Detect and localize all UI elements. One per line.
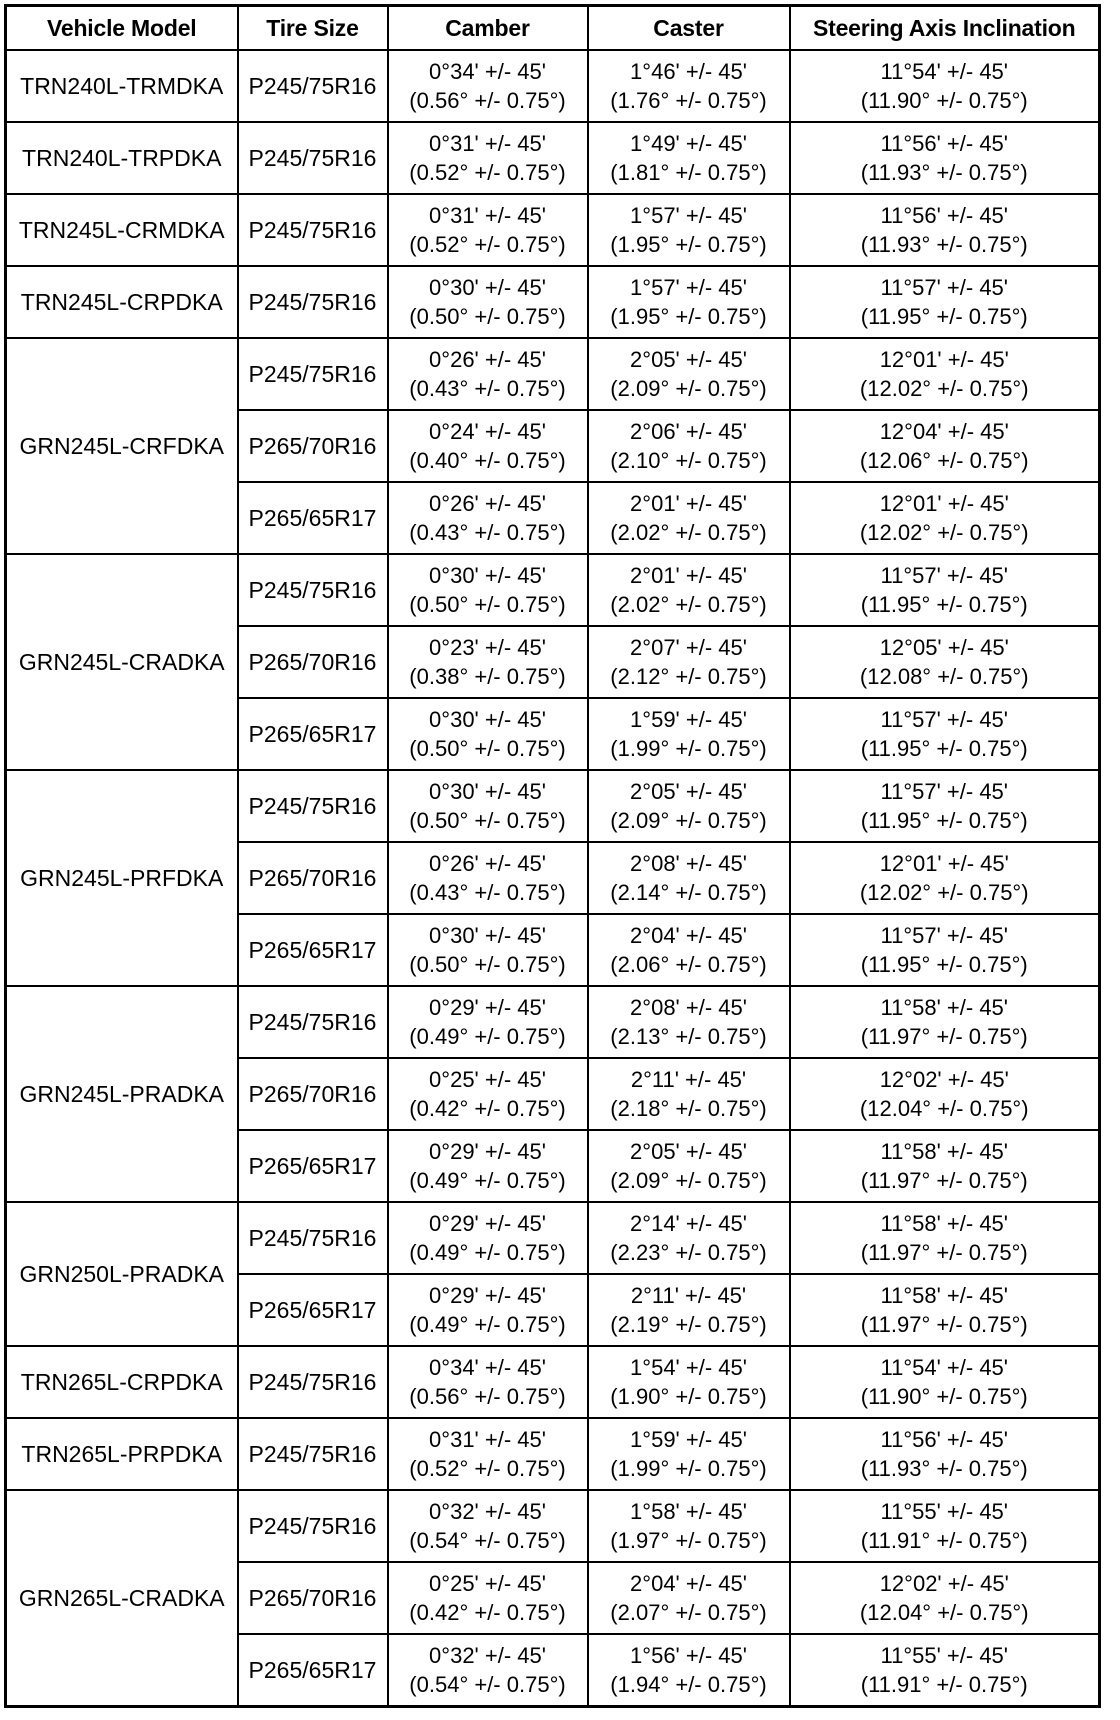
tire-size-cell: P265/65R17 (238, 914, 388, 986)
sai-minutes-value: 11°58' +/- 45' (880, 1283, 1008, 1308)
vehicle-model-cell: GRN265L-CRADKA (6, 1490, 238, 1707)
steering-axis-inclination-cell (790, 554, 1100, 626)
caster-degrees-value: (1.94° +/- 0.75°) (610, 1672, 767, 1697)
sai-degrees-value: (11.95° +/- 0.75°) (860, 808, 1028, 833)
sai-minutes-value: 12°04' +/- 45' (879, 419, 1009, 444)
camber-cell (388, 1634, 588, 1707)
camber-cell (388, 842, 588, 914)
tire-size-cell: P265/65R17 (238, 1634, 388, 1707)
sai-degrees-value: (11.97° +/- 0.75°) (860, 1240, 1028, 1265)
header-tire-size: Tire Size (238, 6, 388, 51)
caster-minutes-value: 2°08' +/- 45' (630, 851, 747, 876)
sai-minutes-value: 11°57' +/- 45' (880, 779, 1008, 804)
caster-degrees-value: (1.99° +/- 0.75°) (610, 1456, 767, 1481)
vehicle-model-cell: TRN240L-TRMDKA (6, 50, 238, 122)
tire-size-cell: P245/75R16 (238, 554, 388, 626)
camber-degrees-value: (0.52° +/- 0.75°) (409, 232, 566, 257)
camber-cell (388, 554, 588, 626)
caster-cell (588, 1562, 790, 1634)
camber-degrees-value: (0.52° +/- 0.75°) (409, 160, 566, 185)
table-row (6, 770, 1100, 842)
camber-cell (388, 410, 588, 482)
caster-degrees-value: (2.13° +/- 0.75°) (610, 1024, 767, 1049)
sai-degrees-value: (11.95° +/- 0.75°) (860, 592, 1028, 617)
camber-cell (388, 626, 588, 698)
sai-minutes-value: 12°01' +/- 45' (879, 347, 1009, 372)
vehicle-model-cell: TRN240L-TRPDKA (6, 122, 238, 194)
caster-cell (588, 338, 790, 410)
caster-degrees-value: (2.10° +/- 0.75°) (610, 448, 767, 473)
camber-minutes-value: 0°30' +/- 45' (429, 563, 546, 588)
sai-minutes-value: 11°58' +/- 45' (880, 1139, 1008, 1164)
camber-cell (388, 338, 588, 410)
vehicle-model-cell: GRN245L-CRADKA (6, 554, 238, 770)
caster-cell (588, 842, 790, 914)
steering-axis-inclination-cell (790, 194, 1100, 266)
caster-cell (588, 1202, 790, 1274)
tire-size-cell: P265/70R16 (238, 1058, 388, 1130)
sai-degrees-value: (11.93° +/- 0.75°) (860, 232, 1028, 257)
caster-degrees-value: (2.09° +/- 0.75°) (610, 1168, 767, 1193)
steering-axis-inclination-cell (790, 122, 1100, 194)
camber-cell (388, 986, 588, 1058)
caster-degrees-value: (1.95° +/- 0.75°) (610, 232, 767, 257)
caster-cell (588, 1490, 790, 1562)
caster-degrees-value: (1.97° +/- 0.75°) (610, 1528, 767, 1553)
caster-cell (588, 554, 790, 626)
steering-axis-inclination-cell (790, 986, 1100, 1058)
camber-cell (388, 770, 588, 842)
tire-size-cell: P245/75R16 (238, 770, 388, 842)
caster-cell (588, 122, 790, 194)
sai-degrees-value: (12.02° +/- 0.75°) (859, 376, 1029, 401)
sai-degrees-value: (12.04° +/- 0.75°) (859, 1600, 1029, 1625)
caster-minutes-value: 1°59' +/- 45' (630, 707, 747, 732)
sai-minutes-value: 11°58' +/- 45' (880, 1211, 1008, 1236)
caster-degrees-value: (2.06° +/- 0.75°) (610, 952, 767, 977)
table-row (6, 122, 1100, 194)
caster-minutes-value: 2°11' +/- 45' (630, 1283, 747, 1308)
camber-cell (388, 1058, 588, 1130)
tire-size-cell: P265/70R16 (238, 626, 388, 698)
camber-minutes-value: 0°30' +/- 45' (429, 923, 546, 948)
camber-minutes-value: 0°32' +/- 45' (429, 1643, 546, 1668)
alignment-spec-table (4, 4, 1101, 1708)
camber-degrees-value: (0.42° +/- 0.75°) (409, 1600, 566, 1625)
caster-minutes-value: 2°11' +/- 45' (630, 1067, 747, 1092)
table-row (6, 1202, 1100, 1274)
camber-cell (388, 698, 588, 770)
caster-degrees-value: (2.23° +/- 0.75°) (610, 1240, 767, 1265)
caster-cell (588, 50, 790, 122)
table-header (6, 6, 1100, 51)
camber-cell (388, 1130, 588, 1202)
sai-minutes-value: 11°54' +/- 45' (880, 59, 1008, 84)
tire-size-cell: P245/75R16 (238, 1418, 388, 1490)
steering-axis-inclination-cell (790, 410, 1100, 482)
camber-degrees-value: (0.52° +/- 0.75°) (409, 1456, 566, 1481)
steering-axis-inclination-cell (790, 1202, 1100, 1274)
caster-cell (588, 1130, 790, 1202)
caster-minutes-value: 2°04' +/- 45' (630, 1571, 747, 1596)
camber-cell (388, 122, 588, 194)
sai-minutes-value: 11°56' +/- 45' (880, 1427, 1008, 1452)
camber-minutes-value: 0°23' +/- 45' (429, 635, 546, 660)
header-vehicle-model: Vehicle Model (6, 6, 238, 51)
sai-degrees-value: (12.04° +/- 0.75°) (859, 1096, 1029, 1121)
caster-cell (588, 914, 790, 986)
steering-axis-inclination-cell (790, 266, 1100, 338)
tire-size-cell: P265/65R17 (238, 1274, 388, 1346)
caster-minutes-value: 2°14' +/- 45' (630, 1211, 747, 1236)
sai-minutes-value: 11°57' +/- 45' (880, 923, 1008, 948)
header-row (6, 6, 1100, 51)
caster-minutes-value: 2°05' +/- 45' (630, 1139, 747, 1164)
camber-minutes-value: 0°24' +/- 45' (429, 419, 546, 444)
camber-minutes-value: 0°30' +/- 45' (429, 275, 546, 300)
camber-degrees-value: (0.50° +/- 0.75°) (409, 952, 566, 977)
tire-size-cell: P265/65R17 (238, 698, 388, 770)
camber-degrees-value: (0.50° +/- 0.75°) (409, 304, 566, 329)
vehicle-model-cell: TRN245L-CRMDKA (6, 194, 238, 266)
camber-minutes-value: 0°26' +/- 45' (429, 347, 546, 372)
camber-degrees-value: (0.50° +/- 0.75°) (409, 736, 566, 761)
table-row (6, 194, 1100, 266)
steering-axis-inclination-cell (790, 338, 1100, 410)
caster-cell (588, 194, 790, 266)
camber-cell (388, 482, 588, 554)
sai-degrees-value: (11.97° +/- 0.75°) (860, 1312, 1028, 1337)
sai-minutes-value: 11°57' +/- 45' (880, 707, 1008, 732)
caster-cell (588, 410, 790, 482)
sai-minutes-value: 11°57' +/- 45' (880, 275, 1008, 300)
camber-minutes-value: 0°29' +/- 45' (429, 995, 546, 1020)
tire-size-cell: P245/75R16 (238, 986, 388, 1058)
vehicle-model-cell: TRN265L-CRPDKA (6, 1346, 238, 1418)
camber-degrees-value: (0.54° +/- 0.75°) (409, 1672, 566, 1697)
caster-minutes-value: 2°04' +/- 45' (630, 923, 747, 948)
steering-axis-inclination-cell (790, 1490, 1100, 1562)
caster-minutes-value: 1°57' +/- 45' (630, 275, 747, 300)
caster-minutes-value: 2°05' +/- 45' (630, 779, 747, 804)
header-camber: Camber (388, 6, 588, 51)
caster-minutes-value: 2°01' +/- 45' (630, 491, 747, 516)
caster-minutes-value: 1°56' +/- 45' (630, 1643, 747, 1668)
sai-minutes-value: 11°56' +/- 45' (880, 131, 1008, 156)
table-row (6, 50, 1100, 122)
sai-degrees-value: (11.97° +/- 0.75°) (860, 1024, 1028, 1049)
steering-axis-inclination-cell (790, 1418, 1100, 1490)
caster-minutes-value: 1°59' +/- 45' (630, 1427, 747, 1452)
camber-degrees-value: (0.43° +/- 0.75°) (409, 376, 566, 401)
caster-cell (588, 266, 790, 338)
sai-minutes-value: 11°57' +/- 45' (880, 563, 1008, 588)
sai-degrees-value: (12.02° +/- 0.75°) (859, 520, 1029, 545)
camber-minutes-value: 0°31' +/- 45' (429, 1427, 546, 1452)
caster-degrees-value: (1.81° +/- 0.75°) (610, 160, 767, 185)
sai-minutes-value: 11°58' +/- 45' (880, 995, 1008, 1020)
camber-minutes-value: 0°29' +/- 45' (429, 1211, 546, 1236)
camber-cell (388, 1202, 588, 1274)
tire-size-cell: P265/65R17 (238, 482, 388, 554)
camber-degrees-value: (0.43° +/- 0.75°) (409, 520, 566, 545)
caster-cell (588, 1418, 790, 1490)
caster-cell (588, 1274, 790, 1346)
sai-degrees-value: (11.95° +/- 0.75°) (860, 952, 1028, 977)
caster-cell (588, 1634, 790, 1707)
camber-minutes-value: 0°34' +/- 45' (429, 59, 546, 84)
camber-minutes-value: 0°30' +/- 45' (429, 707, 546, 732)
caster-minutes-value: 1°49' +/- 45' (630, 131, 747, 156)
camber-cell (388, 914, 588, 986)
steering-axis-inclination-cell (790, 50, 1100, 122)
table-body (6, 50, 1100, 1707)
camber-minutes-value: 0°34' +/- 45' (429, 1355, 546, 1380)
sai-minutes-value: 12°02' +/- 45' (879, 1571, 1009, 1596)
camber-minutes-value: 0°25' +/- 45' (429, 1571, 546, 1596)
sai-degrees-value: (12.08° +/- 0.75°) (859, 664, 1029, 689)
steering-axis-inclination-cell (790, 482, 1100, 554)
table-row (6, 1490, 1100, 1562)
sai-minutes-value: 12°02' +/- 45' (879, 1067, 1009, 1092)
camber-degrees-value: (0.38° +/- 0.75°) (409, 664, 566, 689)
camber-degrees-value: (0.56° +/- 0.75°) (409, 1384, 566, 1409)
table-row (6, 554, 1100, 626)
table-row (6, 266, 1100, 338)
camber-cell (388, 50, 588, 122)
steering-axis-inclination-cell (790, 1274, 1100, 1346)
steering-axis-inclination-cell (790, 1058, 1100, 1130)
steering-axis-inclination-cell (790, 626, 1100, 698)
caster-minutes-value: 1°54' +/- 45' (630, 1355, 747, 1380)
steering-axis-inclination-cell (790, 1562, 1100, 1634)
camber-minutes-value: 0°32' +/- 45' (429, 1499, 546, 1524)
tire-size-cell: P245/75R16 (238, 266, 388, 338)
sai-degrees-value: (11.91° +/- 0.75°) (860, 1672, 1028, 1697)
sai-minutes-value: 12°01' +/- 45' (879, 851, 1009, 876)
tire-size-cell: P245/75R16 (238, 194, 388, 266)
sai-degrees-value: (11.97° +/- 0.75°) (860, 1168, 1028, 1193)
caster-degrees-value: (2.14° +/- 0.75°) (610, 880, 767, 905)
steering-axis-inclination-cell (790, 698, 1100, 770)
caster-cell (588, 770, 790, 842)
caster-cell (588, 986, 790, 1058)
camber-degrees-value: (0.54° +/- 0.75°) (409, 1528, 566, 1553)
tire-size-cell: P265/70R16 (238, 1562, 388, 1634)
caster-degrees-value: (1.90° +/- 0.75°) (610, 1384, 767, 1409)
sai-degrees-value: (11.95° +/- 0.75°) (860, 736, 1028, 761)
camber-degrees-value: (0.49° +/- 0.75°) (409, 1240, 566, 1265)
caster-cell (588, 482, 790, 554)
camber-degrees-value: (0.49° +/- 0.75°) (409, 1312, 566, 1337)
sai-degrees-value: (11.91° +/- 0.75°) (860, 1528, 1028, 1553)
camber-minutes-value: 0°25' +/- 45' (429, 1067, 546, 1092)
tire-size-cell: P245/75R16 (238, 1202, 388, 1274)
camber-cell (388, 1490, 588, 1562)
header-caster: Caster (588, 6, 790, 51)
caster-degrees-value: (2.02° +/- 0.75°) (610, 520, 767, 545)
vehicle-model-cell: TRN245L-CRPDKA (6, 266, 238, 338)
camber-cell (388, 1346, 588, 1418)
tire-size-cell: P245/75R16 (238, 122, 388, 194)
tire-size-cell: P265/65R17 (238, 1130, 388, 1202)
caster-degrees-value: (1.95° +/- 0.75°) (610, 304, 767, 329)
vehicle-model-cell: GRN245L-PRFDKA (6, 770, 238, 986)
tire-size-cell: P245/75R16 (238, 1346, 388, 1418)
camber-degrees-value: (0.43° +/- 0.75°) (409, 880, 566, 905)
camber-minutes-value: 0°26' +/- 45' (429, 491, 546, 516)
tire-size-cell: P245/75R16 (238, 338, 388, 410)
camber-cell (388, 1562, 588, 1634)
caster-degrees-value: (1.76° +/- 0.75°) (610, 88, 767, 113)
sai-degrees-value: (11.95° +/- 0.75°) (860, 304, 1028, 329)
steering-axis-inclination-cell (790, 914, 1100, 986)
steering-axis-inclination-cell (790, 770, 1100, 842)
camber-minutes-value: 0°26' +/- 45' (429, 851, 546, 876)
caster-minutes-value: 2°08' +/- 45' (630, 995, 747, 1020)
table-row (6, 1418, 1100, 1490)
steering-axis-inclination-cell (790, 1130, 1100, 1202)
sai-degrees-value: (12.06° +/- 0.75°) (859, 448, 1029, 473)
steering-axis-inclination-cell (790, 1346, 1100, 1418)
sai-minutes-value: 11°55' +/- 45' (880, 1499, 1008, 1524)
camber-degrees-value: (0.42° +/- 0.75°) (409, 1096, 566, 1121)
header-steering-axis-inclination: Steering Axis Inclination (790, 6, 1100, 51)
sai-minutes-value: 11°55' +/- 45' (880, 1643, 1008, 1668)
sai-degrees-value: (11.90° +/- 0.75°) (860, 1384, 1028, 1409)
camber-minutes-value: 0°31' +/- 45' (429, 131, 546, 156)
caster-minutes-value: 1°57' +/- 45' (630, 203, 747, 228)
caster-minutes-value: 1°46' +/- 45' (630, 59, 747, 84)
tire-size-cell: P265/70R16 (238, 410, 388, 482)
caster-cell (588, 1346, 790, 1418)
caster-cell (588, 626, 790, 698)
table-row (6, 986, 1100, 1058)
camber-minutes-value: 0°29' +/- 45' (429, 1139, 546, 1164)
caster-degrees-value: (2.07° +/- 0.75°) (610, 1600, 767, 1625)
sai-minutes-value: 12°01' +/- 45' (879, 491, 1009, 516)
sai-minutes-value: 11°56' +/- 45' (880, 203, 1008, 228)
caster-degrees-value: (1.99° +/- 0.75°) (610, 736, 767, 761)
sai-degrees-value: (11.93° +/- 0.75°) (860, 1456, 1028, 1481)
sai-minutes-value: 11°54' +/- 45' (880, 1355, 1008, 1380)
caster-minutes-value: 2°07' +/- 45' (630, 635, 747, 660)
sai-minutes-value: 12°05' +/- 45' (879, 635, 1009, 660)
camber-degrees-value: (0.50° +/- 0.75°) (409, 592, 566, 617)
camber-degrees-value: (0.49° +/- 0.75°) (409, 1024, 566, 1049)
caster-degrees-value: (2.19° +/- 0.75°) (610, 1312, 767, 1337)
caster-cell (588, 1058, 790, 1130)
caster-degrees-value: (2.09° +/- 0.75°) (610, 376, 767, 401)
vehicle-model-cell: TRN265L-PRPDKA (6, 1418, 238, 1490)
caster-degrees-value: (2.09° +/- 0.75°) (610, 808, 767, 833)
caster-degrees-value: (2.02° +/- 0.75°) (610, 592, 767, 617)
caster-cell (588, 698, 790, 770)
caster-minutes-value: 2°05' +/- 45' (630, 347, 747, 372)
camber-degrees-value: (0.56° +/- 0.75°) (409, 88, 566, 113)
steering-axis-inclination-cell (790, 1634, 1100, 1707)
sai-degrees-value: (11.90° +/- 0.75°) (860, 88, 1028, 113)
steering-axis-inclination-cell (790, 842, 1100, 914)
tire-size-cell: P245/75R16 (238, 50, 388, 122)
camber-minutes-value: 0°31' +/- 45' (429, 203, 546, 228)
camber-cell (388, 266, 588, 338)
table-row (6, 1346, 1100, 1418)
caster-degrees-value: (2.12° +/- 0.75°) (610, 664, 767, 689)
camber-minutes-value: 0°30' +/- 45' (429, 779, 546, 804)
sai-degrees-value: (11.93° +/- 0.75°) (860, 160, 1028, 185)
table-row (6, 338, 1100, 410)
vehicle-model-cell: GRN250L-PRADKA (6, 1202, 238, 1346)
vehicle-model-cell: GRN245L-PRADKA (6, 986, 238, 1202)
caster-minutes-value: 2°06' +/- 45' (630, 419, 747, 444)
camber-degrees-value: (0.50° +/- 0.75°) (409, 808, 566, 833)
caster-minutes-value: 1°58' +/- 45' (630, 1499, 747, 1524)
camber-cell (388, 1418, 588, 1490)
tire-size-cell: P245/75R16 (238, 1490, 388, 1562)
camber-cell (388, 194, 588, 266)
caster-minutes-value: 2°01' +/- 45' (630, 563, 747, 588)
camber-degrees-value: (0.40° +/- 0.75°) (409, 448, 566, 473)
tire-size-cell: P265/70R16 (238, 842, 388, 914)
sai-degrees-value: (12.02° +/- 0.75°) (859, 880, 1029, 905)
caster-degrees-value: (2.18° +/- 0.75°) (610, 1096, 767, 1121)
camber-degrees-value: (0.49° +/- 0.75°) (409, 1168, 566, 1193)
camber-cell (388, 1274, 588, 1346)
camber-minutes-value: 0°29' +/- 45' (429, 1283, 546, 1308)
vehicle-model-cell: GRN245L-CRFDKA (6, 338, 238, 554)
